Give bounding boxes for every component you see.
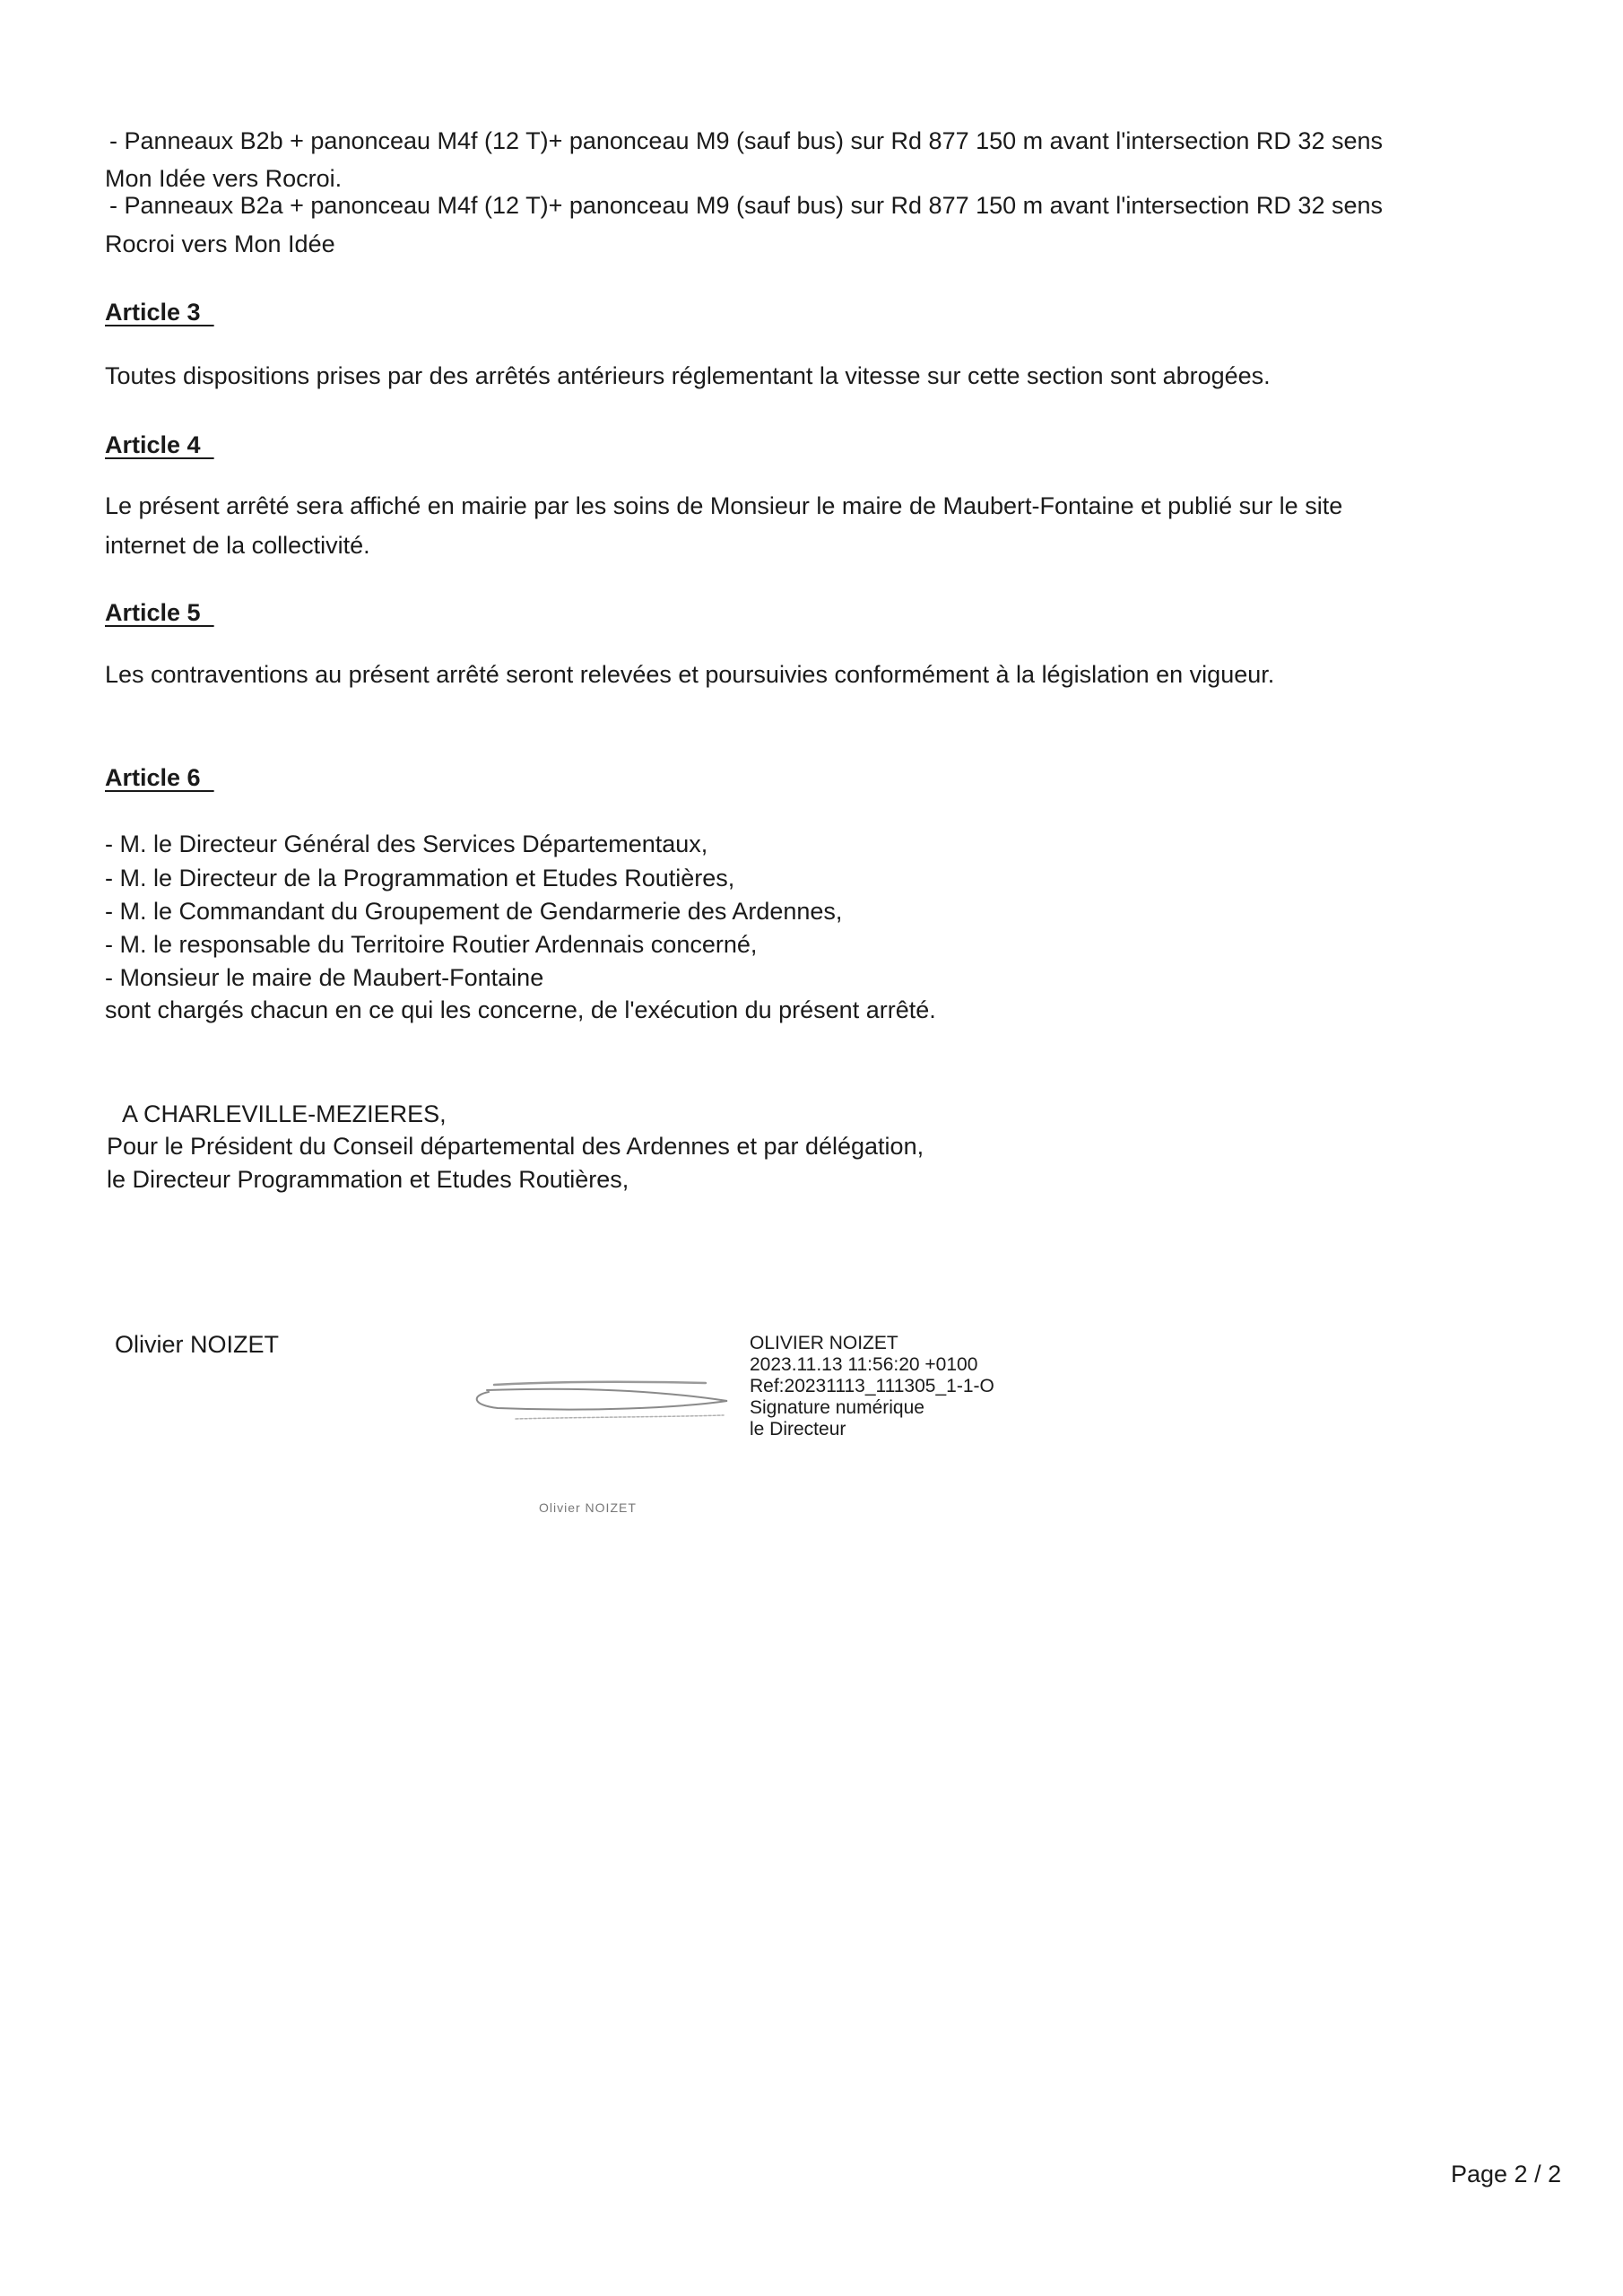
article-4-text-line-1: Le présent arrêté sera affiché en mairie par les soins de Monsieur le maire de Maubert-Fontaine et publié sur le site — [105, 492, 1343, 519]
article-4-text-line-2: internet de la collectivité. — [105, 532, 370, 559]
article-6-item-3: - M. le Commandant du Groupement de Gendarmerie des Ardennes, — [105, 898, 843, 925]
bullet-b2b-line-1: - Panneaux B2b + panonceau M4f (12 T)+ panonceau M9 (sauf bus) sur Rd 877 150 m avant l'intersection RD 32 sens — [109, 127, 1383, 154]
article-3-text: Toutes dispositions prises par des arrêtés antérieurs réglementant la vitesse sur cette section sont abrogées. — [105, 362, 1271, 389]
digital-signature-ref: Ref:20231113_111305_1-1-O — [750, 1376, 994, 1396]
digital-signature-name: OLIVIER NOIZET — [750, 1333, 898, 1353]
closing-place: A CHARLEVILLE-MEZIERES, — [122, 1100, 447, 1127]
article-6-item-4: - M. le responsable du Territoire Routier Ardennais concerné, — [105, 931, 758, 958]
digital-signature-block — [750, 1333, 994, 1440]
digital-signature-label: Signature numérique — [750, 1397, 924, 1418]
signature-caption: Olivier NOIZET — [539, 1500, 637, 1515]
article-6-item-1: - M. le Directeur Général des Services Départementaux, — [105, 831, 708, 857]
page-number: Page 2 / 2 — [1451, 2161, 1562, 2187]
digital-signature-role: le Directeur — [750, 1419, 846, 1439]
article-6-title: Article 6 — [105, 764, 201, 791]
article-6-item-5: - Monsieur le maire de Maubert-Fontaine — [105, 964, 544, 991]
article-5-text: Les contraventions au présent arrêté seront relevées et poursuivies conformément à la législation en vigueur. — [105, 661, 1275, 688]
article-4-title: Article 4 — [105, 431, 201, 458]
handwritten-signature — [462, 1372, 740, 1435]
article-6-closing-line: sont chargés chacun en ce qui les concerne, de l'exécution du présent arrêté. — [105, 996, 936, 1023]
signatory-name: Olivier NOIZET — [115, 1331, 280, 1358]
article-6-item-2: - M. le Directeur de la Programmation et Etudes Routières, — [105, 865, 735, 891]
article-5-title: Article 5 — [105, 599, 201, 626]
bullet-b2a-line-2: Rocroi vers Mon Idée — [105, 230, 335, 257]
article-3-title: Article 3 — [105, 299, 201, 326]
digital-signature-timestamp: 2023.11.13 11:56:20 +0100 — [750, 1354, 978, 1375]
closing-delegation: Pour le Président du Conseil départemental des Ardennes et par délégation, — [107, 1133, 924, 1160]
bullet-b2b-line-2: Mon Idée vers Rocroi. — [105, 165, 343, 192]
bullet-b2a-line-1: - Panneaux B2a + panonceau M4f (12 T)+ panonceau M9 (sauf bus) sur Rd 877 150 m avant l'intersection RD 32 sens — [109, 192, 1383, 219]
closing-director-title: le Directeur Programmation et Etudes Routières, — [107, 1166, 629, 1193]
